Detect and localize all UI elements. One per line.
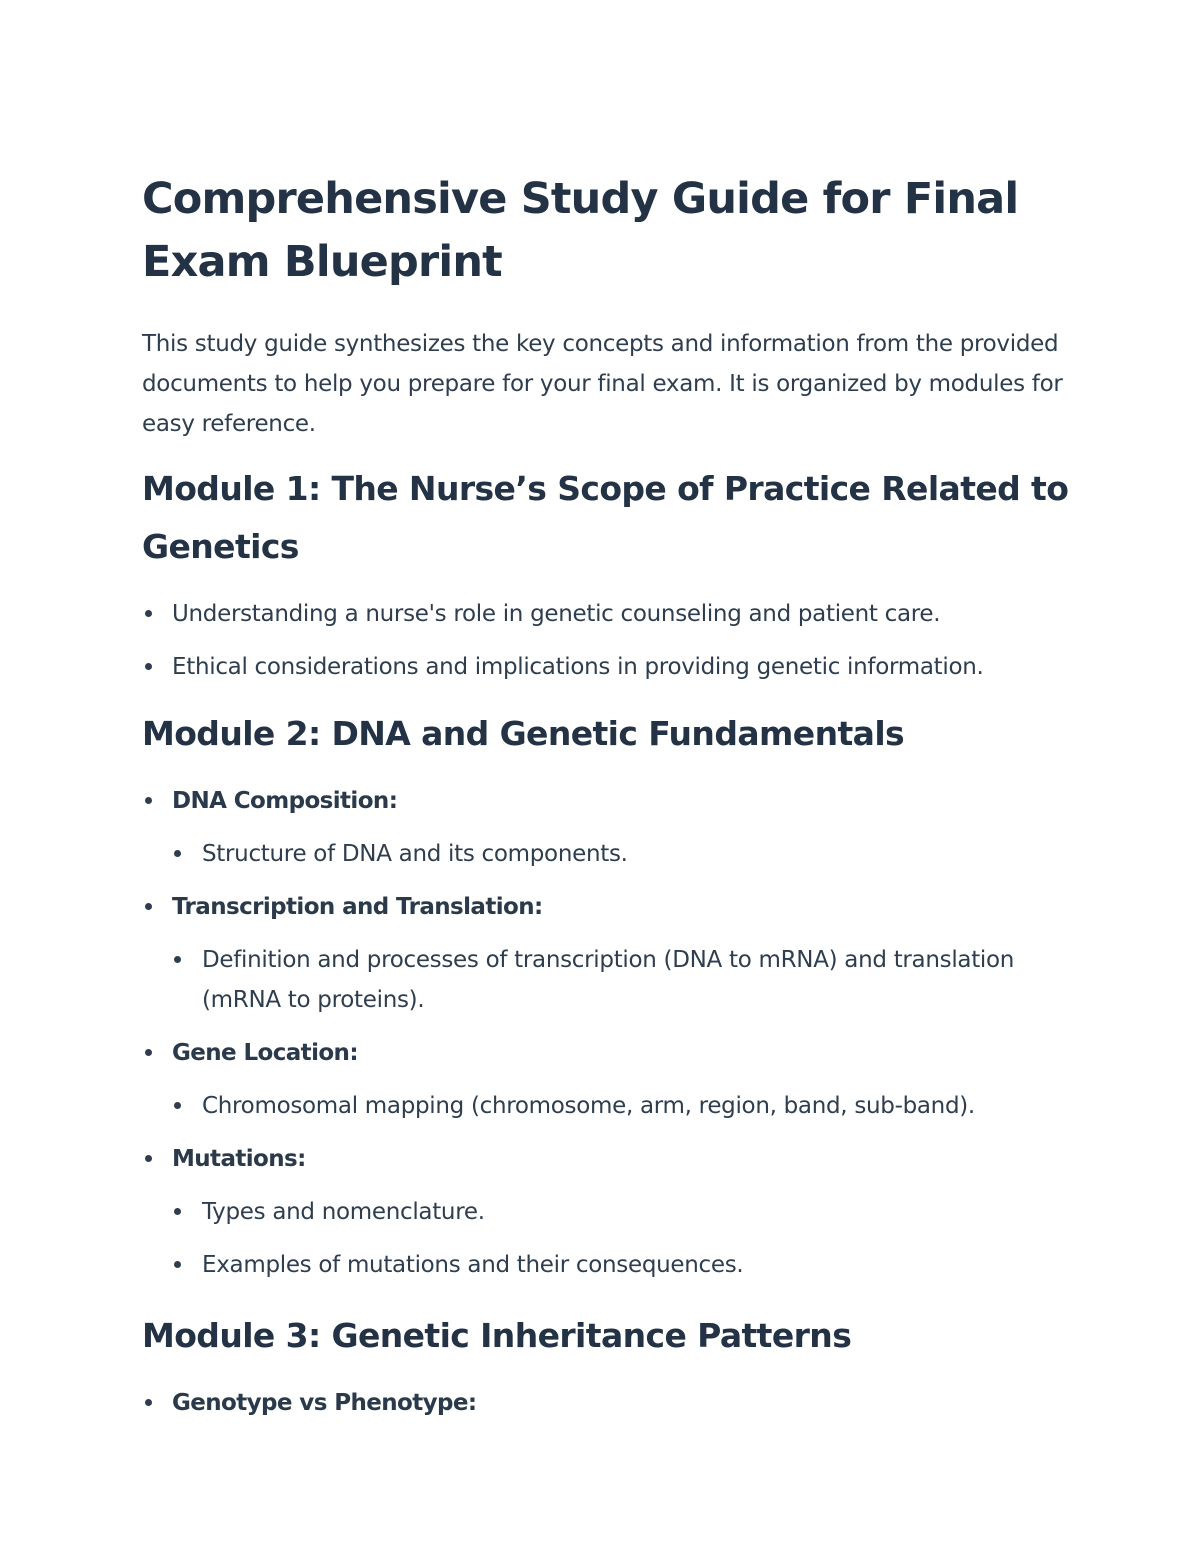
- list-item: [142, 1245, 1072, 1285]
- list-item-text: Types and nomenclature.: [202, 1199, 485, 1225]
- list-item: [142, 594, 1072, 634]
- intro-paragraph: This study guide synthesizes the key concepts and information from the provided documents to help you prepare for your final exam. It is organized by modules for easy reference.: [142, 331, 1063, 437]
- bullet-icon: [174, 1102, 181, 1109]
- bullet-icon: [145, 797, 152, 804]
- topic-item: [142, 1033, 1072, 1073]
- topic-label: DNA Composition:: [172, 788, 398, 814]
- document-page: [142, 168, 1072, 1436]
- list-item-text: Definition and processes of transcription (DNA to mRNA) and translation (mRNA to proteins).: [202, 947, 1015, 1013]
- topic-label: Mutations:: [172, 1146, 306, 1172]
- module-3-heading: Module 3: Genetic Inheritance Patterns: [142, 1316, 852, 1355]
- module-1-list: [142, 594, 1072, 687]
- module-2-list: [142, 781, 1072, 1285]
- topic-label: Genotype vs Phenotype:: [172, 1390, 477, 1416]
- bullet-icon: [174, 1261, 181, 1268]
- module-2-heading: Module 2: DNA and Genetic Fundamentals: [142, 714, 905, 753]
- topic-item: [142, 1383, 1072, 1423]
- bullet-icon: [145, 903, 152, 910]
- document-title: Comprehensive Study Guide for Final Exam Blueprint: [142, 174, 1019, 287]
- bullet-icon: [174, 1208, 181, 1215]
- list-item: [142, 1086, 1072, 1126]
- bullet-icon: [145, 1155, 152, 1162]
- list-item-text: Understanding a nurse's role in genetic counseling and patient care.: [172, 601, 941, 627]
- topic-label: Transcription and Translation:: [172, 894, 543, 920]
- list-item: [142, 647, 1072, 687]
- bullet-icon: [174, 850, 181, 857]
- list-item: [142, 940, 1072, 1020]
- bullet-icon: [145, 1049, 152, 1056]
- topic-item: [142, 781, 1072, 821]
- bullet-icon: [145, 1399, 152, 1406]
- list-item-text: Examples of mutations and their consequences.: [202, 1252, 744, 1278]
- topic-label: Gene Location:: [172, 1040, 358, 1066]
- topic-item: [142, 887, 1072, 927]
- topic-item: [142, 1139, 1072, 1179]
- list-item-text: Structure of DNA and its components.: [202, 841, 628, 867]
- list-item-text: Ethical considerations and implications in providing genetic information.: [172, 654, 984, 680]
- list-item-text: Chromosomal mapping (chromosome, arm, region, band, sub-band).: [202, 1093, 975, 1119]
- module-3-list: [142, 1383, 1072, 1423]
- list-item: [142, 1192, 1072, 1232]
- list-item: [142, 834, 1072, 874]
- bullet-icon: [145, 610, 152, 617]
- bullet-icon: [145, 663, 152, 670]
- module-1-heading: Module 1: The Nurse’s Scope of Practice Related to Genetics: [142, 469, 1069, 566]
- bullet-icon: [174, 956, 181, 963]
